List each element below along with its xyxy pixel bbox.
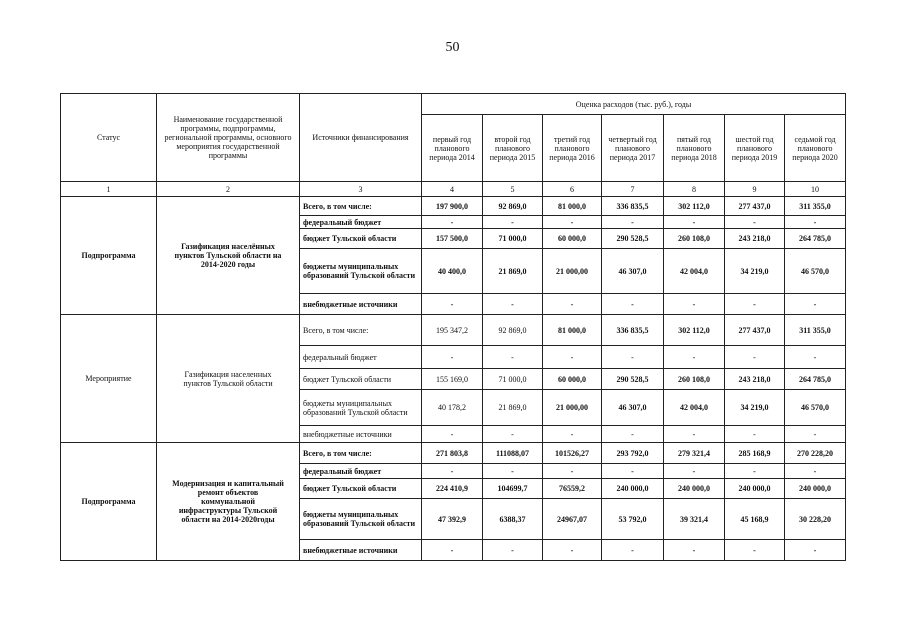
amount-cell: - bbox=[422, 346, 483, 369]
row-program-name: Модернизация и капитальный ремонт объектов коммунальной инфраструктуры Тульской области на 2014-2020годы bbox=[157, 443, 300, 561]
funding-source: Всего, в том числе: bbox=[300, 315, 422, 346]
amount-cell: 42 004,0 bbox=[664, 390, 725, 426]
amount-cell: 21 000,00 bbox=[543, 390, 602, 426]
amount-cell: 224 410,9 bbox=[422, 479, 483, 499]
amount-cell: 336 835,5 bbox=[602, 197, 664, 216]
amount-cell: 92 869,0 bbox=[483, 197, 543, 216]
amount-cell: 293 792,0 bbox=[602, 443, 664, 464]
amount-cell: - bbox=[664, 426, 725, 443]
amount-cell: - bbox=[785, 294, 846, 315]
amount-cell: 264 785,0 bbox=[785, 369, 846, 390]
amount-cell: 47 392,9 bbox=[422, 499, 483, 540]
amount-cell: 92 869,0 bbox=[483, 315, 543, 346]
amount-cell: - bbox=[725, 346, 785, 369]
amount-cell: 240 000,0 bbox=[785, 479, 846, 499]
amount-cell: 271 803,8 bbox=[422, 443, 483, 464]
amount-cell: - bbox=[664, 346, 725, 369]
funding-source: Всего, в том числе: bbox=[300, 197, 422, 216]
amount-cell: - bbox=[543, 346, 602, 369]
amount-cell: - bbox=[785, 346, 846, 369]
column-number: 4 bbox=[422, 182, 483, 197]
amount-cell: 302 112,0 bbox=[664, 315, 725, 346]
amount-cell: - bbox=[664, 294, 725, 315]
amount-cell: 195 347,2 bbox=[422, 315, 483, 346]
amount-cell: 34 219,0 bbox=[725, 249, 785, 294]
amount-cell: - bbox=[725, 426, 785, 443]
header-year-2018: пятый год планового периода 2018 bbox=[664, 115, 725, 182]
amount-cell: 21 000,00 bbox=[543, 249, 602, 294]
amount-cell: - bbox=[543, 216, 602, 229]
column-number: 6 bbox=[543, 182, 602, 197]
amount-cell: 197 900,0 bbox=[422, 197, 483, 216]
header-year-2017: четвертый год планового периода 2017 bbox=[602, 115, 664, 182]
amount-cell: 277 437,0 bbox=[725, 315, 785, 346]
header-year-2016: третий год планового периода 2016 bbox=[543, 115, 602, 182]
column-number: 2 bbox=[157, 182, 300, 197]
amount-cell: - bbox=[785, 216, 846, 229]
header-year-2019: шестой год планового периода 2019 bbox=[725, 115, 785, 182]
amount-cell: - bbox=[422, 540, 483, 561]
amount-cell: 243 218,0 bbox=[725, 369, 785, 390]
amount-cell: - bbox=[785, 540, 846, 561]
row-status: Подпрограмма bbox=[61, 197, 157, 315]
funding-source: бюджет Тульской области bbox=[300, 369, 422, 390]
amount-cell: 6388,37 bbox=[483, 499, 543, 540]
amount-cell: - bbox=[725, 294, 785, 315]
amount-cell: 30 228,20 bbox=[785, 499, 846, 540]
row-program-name: Газификация населённых пунктов Тульской области на 2014-2020 годы bbox=[157, 197, 300, 315]
budget-table bbox=[60, 93, 846, 561]
column-number: 7 bbox=[602, 182, 664, 197]
amount-cell: - bbox=[422, 294, 483, 315]
column-number: 8 bbox=[664, 182, 725, 197]
row-status: Мероприятие bbox=[61, 315, 157, 443]
amount-cell: 40 400,0 bbox=[422, 249, 483, 294]
header-row-top bbox=[61, 94, 846, 115]
column-number: 3 bbox=[300, 182, 422, 197]
amount-cell: - bbox=[725, 540, 785, 561]
amount-cell: 45 168,9 bbox=[725, 499, 785, 540]
amount-cell: 60 000,0 bbox=[543, 369, 602, 390]
funding-source: федеральный бюджет bbox=[300, 346, 422, 369]
amount-cell: 311 355,0 bbox=[785, 197, 846, 216]
amount-cell: - bbox=[543, 426, 602, 443]
column-number: 1 bbox=[61, 182, 157, 197]
amount-cell: - bbox=[602, 346, 664, 369]
amount-cell: 39 321,4 bbox=[664, 499, 725, 540]
amount-cell: 302 112,0 bbox=[664, 197, 725, 216]
amount-cell: - bbox=[422, 426, 483, 443]
amount-cell: - bbox=[664, 216, 725, 229]
funding-source: федеральный бюджет bbox=[300, 216, 422, 229]
amount-cell: - bbox=[602, 216, 664, 229]
amount-cell: 111088,07 bbox=[483, 443, 543, 464]
header-estimate: Оценка расходов (тыс. руб.), годы bbox=[422, 94, 846, 115]
amount-cell: 285 168,9 bbox=[725, 443, 785, 464]
amount-cell: 71 000,0 bbox=[483, 369, 543, 390]
amount-cell: 240 000,0 bbox=[602, 479, 664, 499]
amount-cell: - bbox=[602, 464, 664, 479]
amount-cell: 24967,07 bbox=[543, 499, 602, 540]
amount-cell: 270 228,20 bbox=[785, 443, 846, 464]
amount-cell: - bbox=[483, 464, 543, 479]
amount-cell: 277 437,0 bbox=[725, 197, 785, 216]
amount-cell: - bbox=[422, 216, 483, 229]
amount-cell: 264 785,0 bbox=[785, 229, 846, 249]
amount-cell: 42 004,0 bbox=[664, 249, 725, 294]
table-row bbox=[61, 315, 846, 346]
amount-cell: 279 321,4 bbox=[664, 443, 725, 464]
header-name: Наименование государственной программы, подпрограммы, региональной программы, основного мероприятия государственной программы bbox=[157, 94, 300, 182]
amount-cell: - bbox=[725, 216, 785, 229]
header-sources: Источники финансирования bbox=[300, 94, 422, 182]
amount-cell: - bbox=[602, 294, 664, 315]
funding-source: бюджет Тульской области bbox=[300, 229, 422, 249]
amount-cell: 46 307,0 bbox=[602, 390, 664, 426]
amount-cell: - bbox=[483, 346, 543, 369]
table-row bbox=[61, 443, 846, 464]
amount-cell: 76559,2 bbox=[543, 479, 602, 499]
amount-cell: 53 792,0 bbox=[602, 499, 664, 540]
amount-cell: 260 108,0 bbox=[664, 369, 725, 390]
amount-cell: 157 500,0 bbox=[422, 229, 483, 249]
row-status: Подпрограмма bbox=[61, 443, 157, 561]
header-year-2015: второй год планового периода 2015 bbox=[483, 115, 543, 182]
amount-cell: - bbox=[602, 540, 664, 561]
funding-source: бюджеты муниципальных образований Тульской области bbox=[300, 390, 422, 426]
amount-cell: 21 869,0 bbox=[483, 249, 543, 294]
amount-cell: 40 178,2 bbox=[422, 390, 483, 426]
amount-cell: 81 000,0 bbox=[543, 315, 602, 346]
header-year-2014: первый год планового периода 2014 bbox=[422, 115, 483, 182]
funding-source: бюджет Тульской области bbox=[300, 479, 422, 499]
amount-cell: 60 000,0 bbox=[543, 229, 602, 249]
funding-source: федеральный бюджет bbox=[300, 464, 422, 479]
amount-cell: - bbox=[483, 216, 543, 229]
amount-cell: 260 108,0 bbox=[664, 229, 725, 249]
header-status: Статус bbox=[61, 94, 157, 182]
amount-cell: - bbox=[785, 426, 846, 443]
amount-cell: 101526,27 bbox=[543, 443, 602, 464]
funding-source: внебюджетные источники bbox=[300, 426, 422, 443]
row-program-name: Газификация населенных пунктов Тульской области bbox=[157, 315, 300, 443]
amount-cell: 240 000,0 bbox=[664, 479, 725, 499]
amount-cell: - bbox=[785, 464, 846, 479]
amount-cell: 104699,7 bbox=[483, 479, 543, 499]
funding-source: внебюджетные источники bbox=[300, 540, 422, 561]
amount-cell: - bbox=[543, 540, 602, 561]
amount-cell: 34 219,0 bbox=[725, 390, 785, 426]
amount-cell: - bbox=[725, 464, 785, 479]
amount-cell: 336 835,5 bbox=[602, 315, 664, 346]
header-year-2020: седьмой год планового периода 2020 bbox=[785, 115, 846, 182]
funding-source: бюджеты муниципальных образований Тульской области bbox=[300, 249, 422, 294]
amount-cell: 243 218,0 bbox=[725, 229, 785, 249]
amount-cell: 71 000,0 bbox=[483, 229, 543, 249]
amount-cell: 46 307,0 bbox=[602, 249, 664, 294]
column-number: 5 bbox=[483, 182, 543, 197]
amount-cell: - bbox=[422, 464, 483, 479]
amount-cell: 240 000,0 bbox=[725, 479, 785, 499]
amount-cell: 290 528,5 bbox=[602, 369, 664, 390]
column-number-row bbox=[61, 182, 846, 197]
amount-cell: 155 169,0 bbox=[422, 369, 483, 390]
column-number: 9 bbox=[725, 182, 785, 197]
page-number: 50 bbox=[445, 40, 460, 55]
amount-cell: 311 355,0 bbox=[785, 315, 846, 346]
amount-cell: - bbox=[664, 540, 725, 561]
amount-cell: 290 528,5 bbox=[602, 229, 664, 249]
column-number: 10 bbox=[785, 182, 846, 197]
amount-cell: - bbox=[543, 294, 602, 315]
table-row bbox=[61, 197, 846, 216]
amount-cell: - bbox=[483, 540, 543, 561]
amount-cell: - bbox=[543, 464, 602, 479]
amount-cell: - bbox=[664, 464, 725, 479]
amount-cell: - bbox=[602, 426, 664, 443]
amount-cell: 46 570,0 bbox=[785, 249, 846, 294]
amount-cell: - bbox=[483, 294, 543, 315]
amount-cell: 46 570,0 bbox=[785, 390, 846, 426]
funding-source: внебюджетные источники bbox=[300, 294, 422, 315]
amount-cell: 81 000,0 bbox=[543, 197, 602, 216]
amount-cell: 21 869,0 bbox=[483, 390, 543, 426]
funding-source: Всего, в том числе: bbox=[300, 443, 422, 464]
funding-source: бюджеты муниципальных образований Тульской области bbox=[300, 499, 422, 540]
amount-cell: - bbox=[483, 426, 543, 443]
